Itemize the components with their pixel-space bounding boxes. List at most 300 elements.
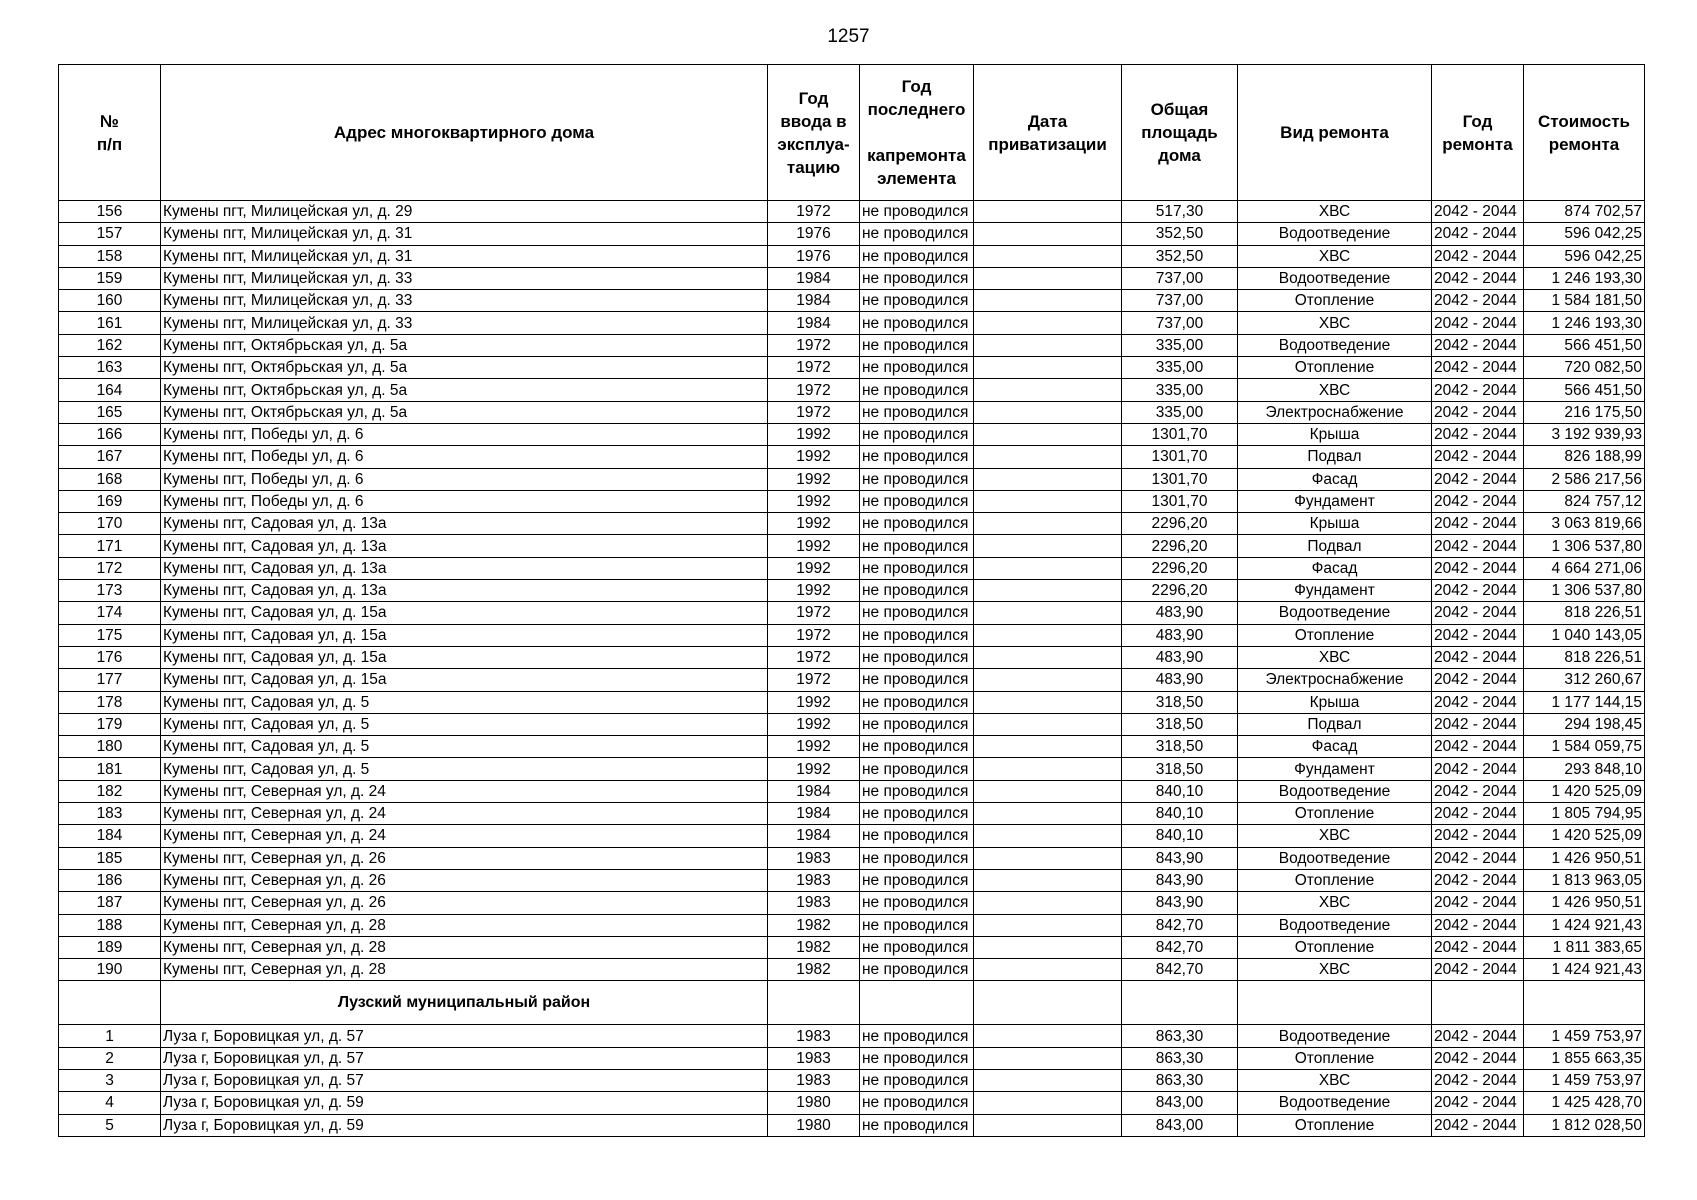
cell-address: Кумены пгт, Северная ул, д. 24 [161, 780, 768, 802]
cell-repair-type: Водоотведение [1238, 780, 1432, 802]
table-row [59, 1069, 1645, 1091]
table-row [59, 713, 1645, 735]
cell-repair-year: 2042 - 2044 [1432, 201, 1524, 223]
cell-cost: 4 664 271,06 [1524, 557, 1645, 579]
cell-num: 182 [59, 780, 161, 802]
cell-year-commission: 1984 [768, 290, 860, 312]
cell-privatization [974, 959, 1122, 981]
cell-privatization [974, 201, 1122, 223]
cell-cost: 3 063 819,66 [1524, 513, 1645, 535]
cell-area: 840,10 [1122, 780, 1238, 802]
cell-year-commission: 1983 [768, 1047, 860, 1069]
cell-last-repair: не проводился [860, 201, 974, 223]
cell-num: 169 [59, 490, 161, 512]
cell-area: 843,90 [1122, 869, 1238, 891]
cell-area: 843,90 [1122, 847, 1238, 869]
cell-num: 172 [59, 557, 161, 579]
table-row [59, 401, 1645, 423]
cell-address: Луза г, Боровицкая ул, д. 59 [161, 1114, 768, 1136]
cell-area: 840,10 [1122, 803, 1238, 825]
cell-repair-year: 2042 - 2044 [1432, 401, 1524, 423]
cell-last-repair: не проводился [860, 557, 974, 579]
cell-area: 318,50 [1122, 713, 1238, 735]
cell-year-commission: 1972 [768, 379, 860, 401]
cell-area: 842,70 [1122, 936, 1238, 958]
cell-privatization [974, 936, 1122, 958]
cell-last-repair: не проводился [860, 1047, 974, 1069]
cell-last-repair: не проводился [860, 513, 974, 535]
cell-repair-type: Фасад [1238, 468, 1432, 490]
table-row [59, 646, 1645, 668]
table-row [59, 1092, 1645, 1114]
cell-address: Кумены пгт, Северная ул, д. 26 [161, 892, 768, 914]
cell-privatization [974, 803, 1122, 825]
cell-repair-type: Водоотведение [1238, 1025, 1432, 1047]
cell-repair-type: Водоотведение [1238, 1092, 1432, 1114]
cell-year-commission: 1976 [768, 223, 860, 245]
cell-address: Кумены пгт, Победы ул, д. 6 [161, 423, 768, 445]
cell-privatization [974, 245, 1122, 267]
cell-repair-type: ХВС [1238, 825, 1432, 847]
cell-repair-type: Фундамент [1238, 490, 1432, 512]
cell-address: Кумены пгт, Северная ул, д. 28 [161, 959, 768, 981]
cell-year-commission: 1992 [768, 468, 860, 490]
cell-cost: 566 451,50 [1524, 334, 1645, 356]
header-num: № п/п [59, 65, 161, 201]
section-empty-cell [1432, 981, 1524, 1025]
cell-last-repair: не проводился [860, 223, 974, 245]
table-row [59, 758, 1645, 780]
cell-repair-year: 2042 - 2044 [1432, 869, 1524, 891]
cell-num: 166 [59, 423, 161, 445]
section-empty-cell [1238, 981, 1432, 1025]
cell-repair-type: Фундамент [1238, 580, 1432, 602]
cell-area: 352,50 [1122, 245, 1238, 267]
table-row [59, 936, 1645, 958]
cell-privatization [974, 602, 1122, 624]
cell-num: 181 [59, 758, 161, 780]
cell-repair-type: Отопление [1238, 803, 1432, 825]
header-year-commission: Год ввода в эксплуа- тацию [768, 65, 860, 201]
cell-cost: 1 040 143,05 [1524, 624, 1645, 646]
cell-num: 190 [59, 959, 161, 981]
header-privatization: Дата приватизации [974, 65, 1122, 201]
cell-privatization [974, 223, 1122, 245]
cell-repair-type: Подвал [1238, 713, 1432, 735]
cell-repair-type: Отопление [1238, 1047, 1432, 1069]
cell-area: 863,30 [1122, 1069, 1238, 1091]
cell-year-commission: 1982 [768, 914, 860, 936]
cell-repair-year: 2042 - 2044 [1432, 535, 1524, 557]
cell-privatization [974, 490, 1122, 512]
cell-num: 168 [59, 468, 161, 490]
cell-area: 352,50 [1122, 223, 1238, 245]
cell-privatization [974, 513, 1122, 535]
cell-last-repair: не проводился [860, 490, 974, 512]
cell-address: Кумены пгт, Садовая ул, д. 5 [161, 736, 768, 758]
cell-year-commission: 1983 [768, 892, 860, 914]
cell-last-repair: не проводился [860, 624, 974, 646]
cell-last-repair: не проводился [860, 736, 974, 758]
cell-cost: 818 226,51 [1524, 602, 1645, 624]
cell-num: 176 [59, 646, 161, 668]
cell-num: 160 [59, 290, 161, 312]
cell-repair-year: 2042 - 2044 [1432, 357, 1524, 379]
repair-register-table [58, 64, 1645, 1137]
cell-cost: 1 177 144,15 [1524, 691, 1645, 713]
cell-repair-year: 2042 - 2044 [1432, 468, 1524, 490]
cell-address: Кумены пгт, Победы ул, д. 6 [161, 490, 768, 512]
cell-address: Кумены пгт, Северная ул, д. 28 [161, 936, 768, 958]
cell-cost: 1 805 794,95 [1524, 803, 1645, 825]
cell-address: Кумены пгт, Октябрьская ул, д. 5а [161, 379, 768, 401]
cell-cost: 1 426 950,51 [1524, 847, 1645, 869]
cell-year-commission: 1992 [768, 713, 860, 735]
cell-last-repair: не проводился [860, 446, 974, 468]
cell-last-repair: не проводился [860, 803, 974, 825]
cell-num: 173 [59, 580, 161, 602]
cell-year-commission: 1992 [768, 557, 860, 579]
table-row [59, 624, 1645, 646]
cell-cost: 1 424 921,43 [1524, 959, 1645, 981]
cell-cost: 1 813 963,05 [1524, 869, 1645, 891]
cell-year-commission: 1992 [768, 513, 860, 535]
table-row [59, 847, 1645, 869]
cell-privatization [974, 267, 1122, 289]
cell-last-repair: не проводился [860, 691, 974, 713]
cell-repair-type: Водоотведение [1238, 602, 1432, 624]
cell-privatization [974, 580, 1122, 602]
cell-year-commission: 1980 [768, 1114, 860, 1136]
cell-cost: 596 042,25 [1524, 245, 1645, 267]
section-row [59, 981, 1645, 1025]
cell-last-repair: не проводился [860, 758, 974, 780]
cell-num: 184 [59, 825, 161, 847]
cell-address: Кумены пгт, Садовая ул, д. 13а [161, 557, 768, 579]
cell-privatization [974, 401, 1122, 423]
cell-repair-type: Электроснабжение [1238, 401, 1432, 423]
cell-privatization [974, 423, 1122, 445]
table-row [59, 914, 1645, 936]
cell-last-repair: не проводился [860, 1069, 974, 1091]
table-row [59, 312, 1645, 334]
table-row [59, 535, 1645, 557]
cell-num: 189 [59, 936, 161, 958]
cell-address: Кумены пгт, Октябрьская ул, д. 5а [161, 401, 768, 423]
cell-address: Кумены пгт, Садовая ул, д. 5 [161, 713, 768, 735]
cell-year-commission: 1972 [768, 602, 860, 624]
cell-cost: 824 757,12 [1524, 490, 1645, 512]
cell-year-commission: 1992 [768, 691, 860, 713]
cell-repair-year: 2042 - 2044 [1432, 847, 1524, 869]
cell-year-commission: 1982 [768, 959, 860, 981]
table-row [59, 423, 1645, 445]
cell-privatization [974, 736, 1122, 758]
cell-last-repair: не проводился [860, 1025, 974, 1047]
table-row [59, 780, 1645, 802]
cell-repair-type: ХВС [1238, 959, 1432, 981]
cell-address: Кумены пгт, Садовая ул, д. 15а [161, 646, 768, 668]
cell-address: Кумены пгт, Садовая ул, д. 5 [161, 691, 768, 713]
cell-repair-type: Водоотведение [1238, 847, 1432, 869]
cell-num: 175 [59, 624, 161, 646]
cell-privatization [974, 1025, 1122, 1047]
cell-privatization [974, 312, 1122, 334]
table-row [59, 223, 1645, 245]
cell-num: 163 [59, 357, 161, 379]
cell-repair-year: 2042 - 2044 [1432, 290, 1524, 312]
cell-privatization [974, 669, 1122, 691]
cell-last-repair: не проводился [860, 468, 974, 490]
cell-repair-year: 2042 - 2044 [1432, 1025, 1524, 1047]
cell-year-commission: 1992 [768, 535, 860, 557]
cell-privatization [974, 1114, 1122, 1136]
cell-cost: 2 586 217,56 [1524, 468, 1645, 490]
cell-address: Кумены пгт, Милицейская ул, д. 31 [161, 223, 768, 245]
cell-address: Луза г, Боровицкая ул, д. 57 [161, 1047, 768, 1069]
cell-cost: 1 425 428,70 [1524, 1092, 1645, 1114]
table-row [59, 1047, 1645, 1069]
cell-num: 159 [59, 267, 161, 289]
cell-area: 483,90 [1122, 624, 1238, 646]
cell-last-repair: не проводился [860, 379, 974, 401]
cell-address: Кумены пгт, Садовая ул, д. 13а [161, 535, 768, 557]
cell-last-repair: не проводился [860, 847, 974, 869]
cell-area: 335,00 [1122, 357, 1238, 379]
cell-last-repair: не проводился [860, 713, 974, 735]
cell-last-repair: не проводился [860, 646, 974, 668]
cell-address: Кумены пгт, Милицейская ул, д. 33 [161, 290, 768, 312]
cell-repair-year: 2042 - 2044 [1432, 736, 1524, 758]
cell-repair-type: ХВС [1238, 1069, 1432, 1091]
cell-repair-year: 2042 - 2044 [1432, 892, 1524, 914]
cell-repair-type: Отопление [1238, 936, 1432, 958]
cell-privatization [974, 624, 1122, 646]
cell-last-repair: не проводился [860, 535, 974, 557]
cell-year-commission: 1983 [768, 1069, 860, 1091]
cell-area: 1301,70 [1122, 468, 1238, 490]
cell-cost: 1 420 525,09 [1524, 825, 1645, 847]
cell-repair-type: Отопление [1238, 290, 1432, 312]
cell-num: 4 [59, 1092, 161, 1114]
cell-num: 157 [59, 223, 161, 245]
cell-last-repair: не проводился [860, 290, 974, 312]
table-row [59, 1114, 1645, 1136]
cell-repair-year: 2042 - 2044 [1432, 713, 1524, 735]
cell-cost: 1 459 753,97 [1524, 1025, 1645, 1047]
cell-repair-type: Водоотведение [1238, 334, 1432, 356]
section-empty-cell [860, 981, 974, 1025]
cell-repair-type: ХВС [1238, 892, 1432, 914]
cell-last-repair: не проводился [860, 401, 974, 423]
cell-cost: 1 246 193,30 [1524, 267, 1645, 289]
table-row [59, 602, 1645, 624]
cell-last-repair: не проводился [860, 267, 974, 289]
cell-privatization [974, 1047, 1122, 1069]
cell-year-commission: 1992 [768, 423, 860, 445]
cell-repair-type: Фасад [1238, 736, 1432, 758]
cell-num: 174 [59, 602, 161, 624]
cell-repair-type: ХВС [1238, 646, 1432, 668]
cell-repair-type: ХВС [1238, 312, 1432, 334]
cell-address: Кумены пгт, Милицейская ул, д. 33 [161, 312, 768, 334]
table-row [59, 669, 1645, 691]
cell-num: 3 [59, 1069, 161, 1091]
table-row [59, 468, 1645, 490]
cell-num: 1 [59, 1025, 161, 1047]
cell-num: 5 [59, 1114, 161, 1136]
cell-repair-year: 2042 - 2044 [1432, 914, 1524, 936]
cell-address: Кумены пгт, Садовая ул, д. 15а [161, 669, 768, 691]
cell-repair-type: Отопление [1238, 624, 1432, 646]
cell-area: 483,90 [1122, 602, 1238, 624]
cell-privatization [974, 334, 1122, 356]
table-row [59, 869, 1645, 891]
cell-year-commission: 1992 [768, 736, 860, 758]
cell-year-commission: 1983 [768, 847, 860, 869]
cell-address: Кумены пгт, Милицейская ул, д. 29 [161, 201, 768, 223]
cell-repair-year: 2042 - 2044 [1432, 490, 1524, 512]
cell-area: 2296,20 [1122, 580, 1238, 602]
cell-area: 2296,20 [1122, 535, 1238, 557]
cell-last-repair: не проводился [860, 914, 974, 936]
cell-year-commission: 1982 [768, 936, 860, 958]
cell-area: 863,30 [1122, 1025, 1238, 1047]
cell-last-repair: не проводился [860, 892, 974, 914]
cell-year-commission: 1983 [768, 869, 860, 891]
cell-area: 483,90 [1122, 646, 1238, 668]
cell-num: 161 [59, 312, 161, 334]
table-row [59, 201, 1645, 223]
cell-last-repair: не проводился [860, 602, 974, 624]
cell-repair-type: Подвал [1238, 535, 1432, 557]
cell-privatization [974, 468, 1122, 490]
cell-cost: 1 426 950,51 [1524, 892, 1645, 914]
cell-repair-type: ХВС [1238, 201, 1432, 223]
cell-num: 164 [59, 379, 161, 401]
cell-privatization [974, 379, 1122, 401]
cell-repair-year: 2042 - 2044 [1432, 245, 1524, 267]
cell-area: 1301,70 [1122, 490, 1238, 512]
cell-last-repair: не проводился [860, 959, 974, 981]
cell-cost: 1 584 181,50 [1524, 290, 1645, 312]
cell-address: Кумены пгт, Северная ул, д. 26 [161, 869, 768, 891]
section-title: Лузский муниципальный район [161, 981, 768, 1025]
cell-num: 162 [59, 334, 161, 356]
cell-repair-type: Отопление [1238, 357, 1432, 379]
cell-repair-type: Водоотведение [1238, 223, 1432, 245]
cell-address: Кумены пгт, Октябрьская ул, д. 5а [161, 357, 768, 379]
cell-cost: 216 175,50 [1524, 401, 1645, 423]
table-row [59, 959, 1645, 981]
cell-year-commission: 1984 [768, 825, 860, 847]
cell-area: 2296,20 [1122, 557, 1238, 579]
page-number: 1257 [827, 26, 870, 47]
cell-area: 737,00 [1122, 312, 1238, 334]
cell-num: 178 [59, 691, 161, 713]
cell-num: 179 [59, 713, 161, 735]
table-header [59, 65, 1645, 201]
header-repair-type: Вид ремонта [1238, 65, 1432, 201]
table-row [59, 892, 1645, 914]
cell-last-repair: не проводился [860, 334, 974, 356]
cell-last-repair: не проводился [860, 245, 974, 267]
cell-cost: 1 811 383,65 [1524, 936, 1645, 958]
cell-repair-year: 2042 - 2044 [1432, 334, 1524, 356]
cell-area: 842,70 [1122, 914, 1238, 936]
cell-repair-year: 2042 - 2044 [1432, 669, 1524, 691]
cell-year-commission: 1972 [768, 334, 860, 356]
cell-cost: 1 306 537,80 [1524, 535, 1645, 557]
cell-year-commission: 1992 [768, 446, 860, 468]
cell-year-commission: 1980 [768, 1092, 860, 1114]
cell-num: 165 [59, 401, 161, 423]
cell-year-commission: 1992 [768, 580, 860, 602]
cell-area: 318,50 [1122, 691, 1238, 713]
table-row [59, 334, 1645, 356]
cell-num: 180 [59, 736, 161, 758]
cell-year-commission: 1972 [768, 401, 860, 423]
cell-repair-type: Фундамент [1238, 758, 1432, 780]
section-empty-cell [768, 981, 860, 1025]
cell-last-repair: не проводился [860, 936, 974, 958]
cell-year-commission: 1972 [768, 646, 860, 668]
cell-privatization [974, 892, 1122, 914]
cell-num: 158 [59, 245, 161, 267]
cell-repair-type: ХВС [1238, 245, 1432, 267]
cell-privatization [974, 691, 1122, 713]
cell-repair-type: Крыша [1238, 691, 1432, 713]
cell-num: 187 [59, 892, 161, 914]
cell-privatization [974, 847, 1122, 869]
cell-repair-year: 2042 - 2044 [1432, 423, 1524, 445]
cell-area: 863,30 [1122, 1047, 1238, 1069]
cell-address: Кумены пгт, Садовая ул, д. 13а [161, 513, 768, 535]
cell-address: Кумены пгт, Садовая ул, д. 15а [161, 602, 768, 624]
cell-privatization [974, 290, 1122, 312]
table-row [59, 245, 1645, 267]
cell-area: 335,00 [1122, 334, 1238, 356]
cell-privatization [974, 1069, 1122, 1091]
cell-address: Луза г, Боровицкая ул, д. 57 [161, 1069, 768, 1091]
cell-cost: 596 042,25 [1524, 223, 1645, 245]
cell-year-commission: 1972 [768, 669, 860, 691]
cell-repair-year: 2042 - 2044 [1432, 646, 1524, 668]
cell-year-commission: 1976 [768, 245, 860, 267]
cell-cost: 312 260,67 [1524, 669, 1645, 691]
cell-cost: 826 188,99 [1524, 446, 1645, 468]
cell-cost: 874 702,57 [1524, 201, 1645, 223]
cell-year-commission: 1984 [768, 267, 860, 289]
cell-repair-type: Крыша [1238, 513, 1432, 535]
cell-year-commission: 1972 [768, 357, 860, 379]
cell-repair-year: 2042 - 2044 [1432, 1069, 1524, 1091]
cell-area: 318,50 [1122, 736, 1238, 758]
cell-repair-type: Отопление [1238, 1114, 1432, 1136]
cell-year-commission: 1972 [768, 624, 860, 646]
table-row [59, 290, 1645, 312]
cell-area: 843,00 [1122, 1114, 1238, 1136]
table-row [59, 691, 1645, 713]
table-row [59, 446, 1645, 468]
cell-area: 843,90 [1122, 892, 1238, 914]
cell-privatization [974, 758, 1122, 780]
cell-repair-year: 2042 - 2044 [1432, 624, 1524, 646]
cell-cost: 1 459 753,97 [1524, 1069, 1645, 1091]
cell-cost: 566 451,50 [1524, 379, 1645, 401]
cell-repair-year: 2042 - 2044 [1432, 758, 1524, 780]
table-row [59, 736, 1645, 758]
